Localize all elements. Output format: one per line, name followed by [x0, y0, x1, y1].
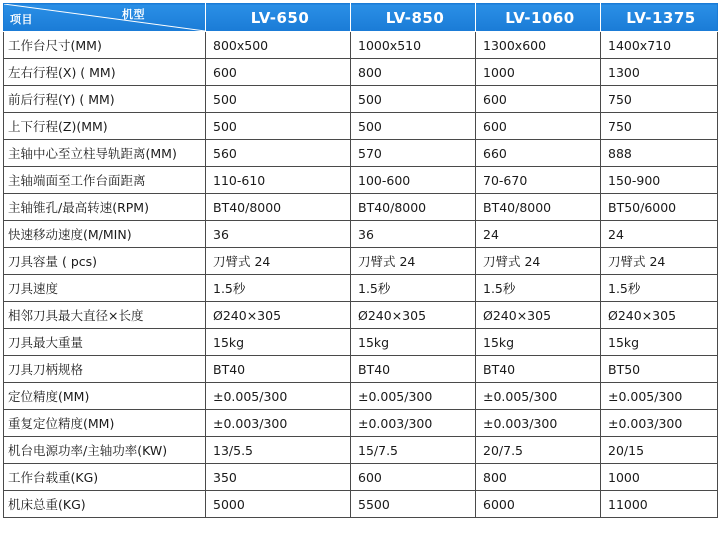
row-value-model-4: 24 — [601, 221, 718, 248]
table-row — [4, 140, 718, 167]
table-row — [4, 221, 718, 248]
row-value-model-3: 24 — [476, 221, 601, 248]
row-value-model-4: ±0.005/300 — [601, 383, 718, 410]
table-row — [4, 491, 718, 518]
row-value-model-3: 600 — [476, 113, 601, 140]
row-label: 主轴中心至立柱导轨距离(MM) — [4, 140, 206, 167]
row-value-model-1: BT40/8000 — [206, 194, 351, 221]
table-row — [4, 329, 718, 356]
row-label: 定位精度(MM) — [4, 383, 206, 410]
row-label: 主轴锥孔/最高转速(RPM) — [4, 194, 206, 221]
row-value-model-4: BT50 — [601, 356, 718, 383]
row-label: 左右行程(X) ( MM) — [4, 59, 206, 86]
header-corner-cell — [4, 4, 206, 32]
row-value-model-2: 800 — [351, 59, 476, 86]
row-value-model-2: 1000x510 — [351, 32, 476, 59]
row-label: 上下行程(Z)(MM) — [4, 113, 206, 140]
table-row — [4, 302, 718, 329]
row-value-model-3: 20/7.5 — [476, 437, 601, 464]
row-value-model-1: ±0.003/300 — [206, 410, 351, 437]
row-value-model-1: 5000 — [206, 491, 351, 518]
table-row — [4, 194, 718, 221]
row-label: 工作台载重(KG) — [4, 464, 206, 491]
row-value-model-4: 1300 — [601, 59, 718, 86]
table-row — [4, 437, 718, 464]
row-value-model-1: 500 — [206, 86, 351, 113]
row-value-model-4: BT50/6000 — [601, 194, 718, 221]
spec-table — [3, 3, 718, 518]
row-value-model-3: 1.5秒 — [476, 275, 601, 302]
row-value-model-2: ±0.005/300 — [351, 383, 476, 410]
row-value-model-2: 500 — [351, 113, 476, 140]
row-label: 刀具速度 — [4, 275, 206, 302]
row-value-model-3: 1300x600 — [476, 32, 601, 59]
row-value-model-3: 1000 — [476, 59, 601, 86]
row-value-model-4: 20/15 — [601, 437, 718, 464]
row-value-model-1: BT40 — [206, 356, 351, 383]
row-value-model-1: 800x500 — [206, 32, 351, 59]
row-value-model-3: ±0.003/300 — [476, 410, 601, 437]
row-label: 工作台尺寸(MM) — [4, 32, 206, 59]
table-row — [4, 356, 718, 383]
row-label: 主轴端面至工作台面距离 — [4, 167, 206, 194]
row-value-model-4: 888 — [601, 140, 718, 167]
row-value-model-4: 750 — [601, 113, 718, 140]
row-value-model-1: 560 — [206, 140, 351, 167]
row-value-model-2: 600 — [351, 464, 476, 491]
row-value-model-2: 5500 — [351, 491, 476, 518]
table-row — [4, 59, 718, 86]
row-value-model-3: BT40/8000 — [476, 194, 601, 221]
header-model-3: LV-1060 — [476, 4, 601, 32]
row-value-model-3: 6000 — [476, 491, 601, 518]
row-label: 前后行程(Y) ( MM) — [4, 86, 206, 113]
row-value-model-1: 350 — [206, 464, 351, 491]
corner-diagonal-line — [4, 4, 205, 31]
row-value-model-2: 刀臂式 24 — [351, 248, 476, 275]
row-label: 刀具刀柄规格 — [4, 356, 206, 383]
row-value-model-4: 150-900 — [601, 167, 718, 194]
row-value-model-2: 36 — [351, 221, 476, 248]
row-label: 快速移动速度(M/MIN) — [4, 221, 206, 248]
row-value-model-2: 570 — [351, 140, 476, 167]
row-value-model-2: 15kg — [351, 329, 476, 356]
table-body — [4, 32, 718, 518]
table-row — [4, 167, 718, 194]
row-value-model-3: 15kg — [476, 329, 601, 356]
row-value-model-4: 15kg — [601, 329, 718, 356]
row-label: 机床总重(KG) — [4, 491, 206, 518]
row-value-model-2: BT40/8000 — [351, 194, 476, 221]
row-value-model-1: 36 — [206, 221, 351, 248]
row-label: 重复定位精度(MM) — [4, 410, 206, 437]
table-row — [4, 383, 718, 410]
row-value-model-2: 100-600 — [351, 167, 476, 194]
table-row — [4, 32, 718, 59]
row-value-model-4: 750 — [601, 86, 718, 113]
table-row — [4, 410, 718, 437]
row-value-model-3: ±0.005/300 — [476, 383, 601, 410]
row-value-model-2: 15/7.5 — [351, 437, 476, 464]
row-value-model-3: 刀臂式 24 — [476, 248, 601, 275]
table-row — [4, 113, 718, 140]
row-value-model-1: Ø240×305 — [206, 302, 351, 329]
row-label: 机台电源功率/主轴功率(KW) — [4, 437, 206, 464]
row-value-model-1: 600 — [206, 59, 351, 86]
row-value-model-3: BT40 — [476, 356, 601, 383]
table-header-row — [4, 4, 718, 32]
row-value-model-2: Ø240×305 — [351, 302, 476, 329]
header-model-label: 机型 — [122, 8, 145, 21]
row-value-model-1: 刀臂式 24 — [206, 248, 351, 275]
table-row — [4, 275, 718, 302]
row-value-model-1: 500 — [206, 113, 351, 140]
table-row — [4, 86, 718, 113]
row-value-model-4: 1.5秒 — [601, 275, 718, 302]
row-value-model-1: 13/5.5 — [206, 437, 351, 464]
row-value-model-2: ±0.003/300 — [351, 410, 476, 437]
table-row — [4, 248, 718, 275]
row-value-model-3: 70-670 — [476, 167, 601, 194]
row-value-model-4: 11000 — [601, 491, 718, 518]
row-label: 刀具最大重量 — [4, 329, 206, 356]
row-value-model-1: 110-610 — [206, 167, 351, 194]
row-value-model-1: 1.5秒 — [206, 275, 351, 302]
row-value-model-4: 刀臂式 24 — [601, 248, 718, 275]
row-value-model-4: Ø240×305 — [601, 302, 718, 329]
row-value-model-3: 800 — [476, 464, 601, 491]
row-value-model-3: Ø240×305 — [476, 302, 601, 329]
row-value-model-2: BT40 — [351, 356, 476, 383]
header-model-1: LV-650 — [206, 4, 351, 32]
row-value-model-1: 15kg — [206, 329, 351, 356]
row-label: 刀具容量 ( pcs) — [4, 248, 206, 275]
row-value-model-2: 500 — [351, 86, 476, 113]
row-value-model-3: 600 — [476, 86, 601, 113]
table-row — [4, 464, 718, 491]
row-value-model-3: 660 — [476, 140, 601, 167]
row-value-model-4: ±0.003/300 — [601, 410, 718, 437]
header-model-4: LV-1375 — [601, 4, 718, 32]
row-value-model-1: ±0.005/300 — [206, 383, 351, 410]
header-item-label: 项目 — [10, 13, 33, 26]
row-value-model-4: 1000 — [601, 464, 718, 491]
row-value-model-2: 1.5秒 — [351, 275, 476, 302]
row-value-model-4: 1400x710 — [601, 32, 718, 59]
row-label: 相邻刀具最大直径×长度 — [4, 302, 206, 329]
header-model-2: LV-850 — [351, 4, 476, 32]
